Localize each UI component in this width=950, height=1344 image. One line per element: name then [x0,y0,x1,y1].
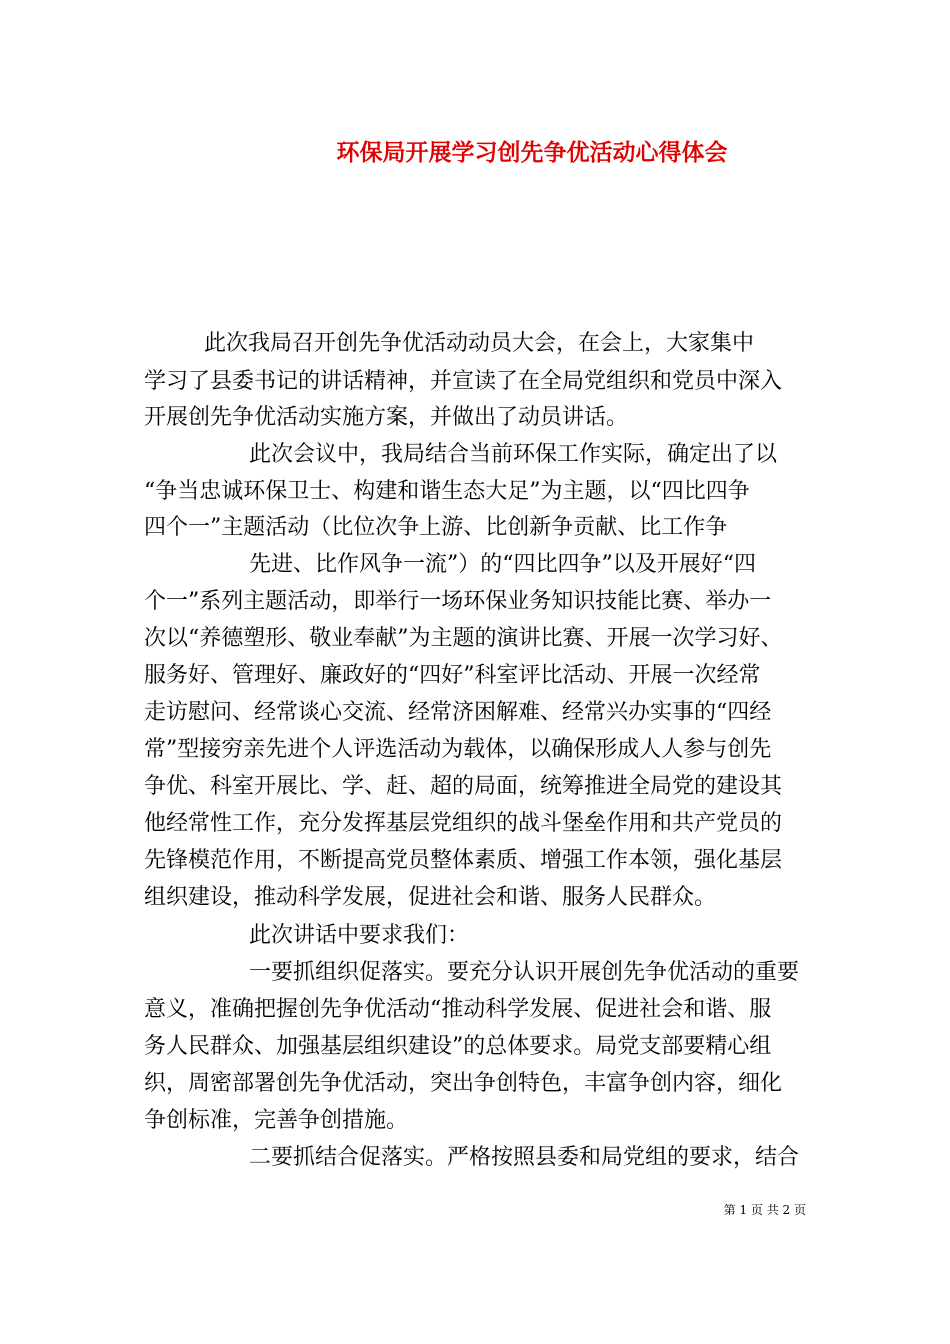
body-line: 二要抓结合促落实。严格按照县委和局党组的要求，结合 [249,1145,800,1170]
body-line: 先锋模范作用，不断提高党员整体素质、增强工作本领，强化基层 [144,848,783,873]
body-line: 四个一”主题活动（比位次争上游、比创新争贡献、比工作争 [144,515,728,540]
page-number-footer: 第 1 页 共 2 页 [723,1203,806,1217]
document-title: 环保局开展学习创先争优活动心得体会 [336,139,728,166]
body-line: 开展创先争优活动实施方案，并做出了动员讲话。 [144,405,629,430]
body-line: 组织建设，推动科学发展，促进社会和谐、服务人民群众。 [144,885,717,910]
body-line: 意义，准确把握创先争优活动“推动科学发展、促进社会和谐、服 [144,997,772,1022]
body-line: 一要抓组织促落实。要充分认识开展创先争优活动的重要 [249,960,800,985]
body-line: 此次我局召开创先争优活动动员大会，在会上，大家集中 [204,331,755,356]
body-line: 先进、比作风争一流”）的“四比四争”以及开展好“四 [249,552,756,577]
body-line: 走访慰问、经常谈心交流、经常济困解难、经常兴办实事的“四经 [144,700,772,725]
body-line: 次以“养德塑形、敬业奉献”为主题的演讲比赛、开展一次学习好、 [144,626,783,651]
body-line: 此次讲话中要求我们： [249,923,470,948]
body-line: 学习了县委书记的讲话精神，并宣读了在全局党组织和党员中深入 [144,369,783,394]
body-line: “争当忠诚环保卫士、构建和谐生态大足”为主题，以“四比四争 [144,479,750,504]
body-line: 服务好、管理好、廉政好的“四好”科室评比活动、开展一次经常 [144,663,761,688]
body-line: 此次会议中，我局结合当前环保工作实际，确定出了以 [249,442,778,467]
body-line: 务人民群众、加强基层组织建设”的总体要求。局党支部要精心组 [144,1034,772,1059]
body-line: 常”型接穷亲先进个人评选活动为载体，以确保形成人人参与创先 [144,737,772,762]
body-line: 织，周密部署创先争优活动，突出争创特色，丰富争创内容，细化 [144,1071,783,1096]
body-line: 争优、科室开展比、学、赶、超的局面，统筹推进全局党的建设其 [144,774,783,799]
body-line: 争创标准，完善争创措施。 [144,1108,409,1133]
body-line: 他经常性工作，充分发挥基层党组织的战斗堡垒作用和共产党员的 [144,811,783,836]
body-line: 个一”系列主题活动，即举行一场环保业务知识技能比赛、举办一 [144,589,772,614]
